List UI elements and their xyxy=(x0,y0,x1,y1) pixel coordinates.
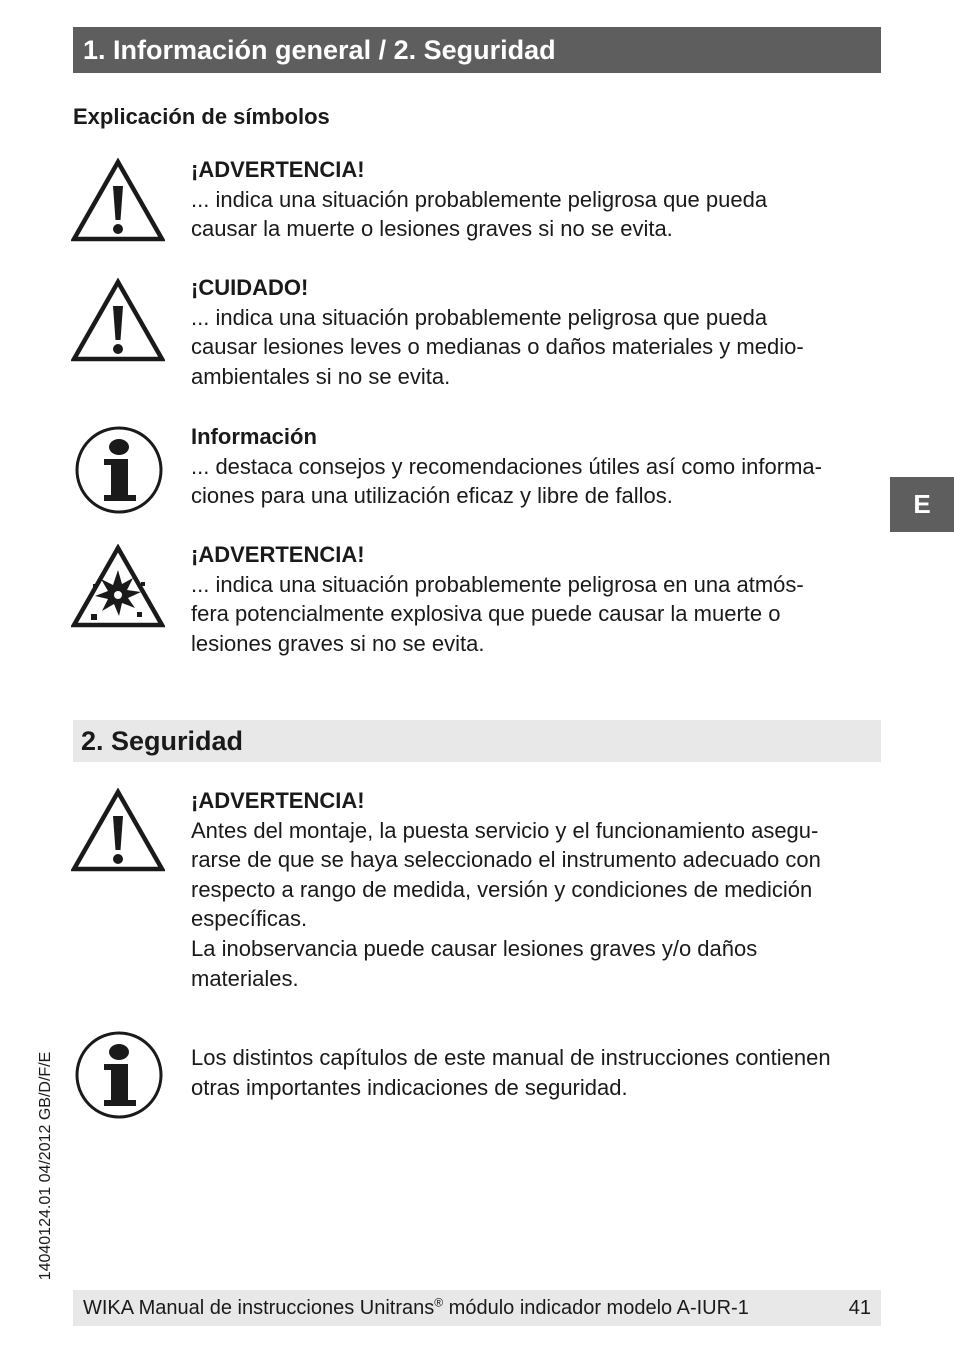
safety-info-entry xyxy=(191,1043,881,1102)
symbol-text-line: fera potencialmente explosiva que puede causar la muerte o xyxy=(191,601,781,627)
symbol-title: ¡ADVERTENCIA! xyxy=(191,542,365,567)
symbol-caution-entry xyxy=(191,273,881,391)
language-tab: E xyxy=(890,477,954,532)
explosion-triangle-icon xyxy=(71,544,165,629)
symbol-text-line: ambientales si no se evita. xyxy=(191,363,451,389)
safety-text-line: respecto a rango de medida, versión y condiciones de medición xyxy=(191,876,813,902)
info-circle-icon xyxy=(74,1030,164,1120)
document-code-text: 14040124.01 04/2012 GB/D/F/E xyxy=(37,1051,54,1281)
safety-text-line: La inobservancia puede causar lesiones graves y/o daños xyxy=(191,935,758,961)
warning-triangle-icon xyxy=(71,158,165,243)
symbol-info-entry xyxy=(191,422,881,511)
symbol-text-line: ... destaca consejos y recomendaciones útiles así como informa- xyxy=(191,453,822,479)
safety-info-line: Los distintos capítulos de este manual de instrucciones contienen xyxy=(191,1045,831,1070)
symbols-heading: Explicación de símbolos xyxy=(73,104,330,129)
section-heading: 2. Seguridad xyxy=(73,720,881,762)
safety-info-line: otras importantes indicaciones de seguridad. xyxy=(191,1074,628,1100)
safety-text-line: Antes del montaje, la puesta servicio y el funcionamiento asegu- xyxy=(191,817,819,843)
symbol-text-line: ciones para una utilización eficaz y libre de fallos. xyxy=(191,483,673,509)
symbol-explosion-entry xyxy=(191,540,881,658)
page-footer xyxy=(73,1290,881,1326)
symbol-warning-entry xyxy=(191,155,881,244)
warning-triangle-icon xyxy=(71,278,165,363)
footer-text-suffix: módulo indicador modelo A-IUR-1 xyxy=(443,1297,749,1319)
document-code xyxy=(36,1040,56,1292)
symbol-title: Información xyxy=(191,424,317,449)
symbol-text-line: ... indica una situación probablemente peligrosa que pueda xyxy=(191,186,768,212)
page-number: 41 xyxy=(848,1297,871,1319)
safety-text-line: materiales. xyxy=(191,965,299,991)
registered-mark: ® xyxy=(434,1295,444,1310)
safety-warning-title: ¡ADVERTENCIA! xyxy=(191,788,365,813)
symbol-text-line: ... indica una situación probablemente peligrosa en una atmós- xyxy=(191,571,804,597)
symbol-title: ¡CUIDADO! xyxy=(191,275,309,300)
safety-warning-entry xyxy=(191,786,881,993)
safety-text-line: rarse de que se haya seleccionado el instrumento adecuado con xyxy=(191,847,821,873)
symbol-text-line: causar la muerte o lesiones graves si no se evita. xyxy=(191,216,673,242)
safety-text-line: específicas. xyxy=(191,906,308,932)
symbol-text-line: ... indica una situación probablemente peligrosa que pueda xyxy=(191,304,768,330)
symbol-text-line: causar lesiones leves o medianas o daños materiales y medio- xyxy=(191,334,804,360)
symbol-text-line: lesiones graves si no se evita. xyxy=(191,630,485,656)
footer-text: WIKA Manual de instrucciones Unitrans xyxy=(83,1297,435,1319)
page-header: 1. Información general / 2. Seguridad xyxy=(73,27,881,73)
warning-triangle-icon xyxy=(71,788,165,873)
info-circle-icon xyxy=(74,425,164,515)
symbol-title: ¡ADVERTENCIA! xyxy=(191,157,365,182)
